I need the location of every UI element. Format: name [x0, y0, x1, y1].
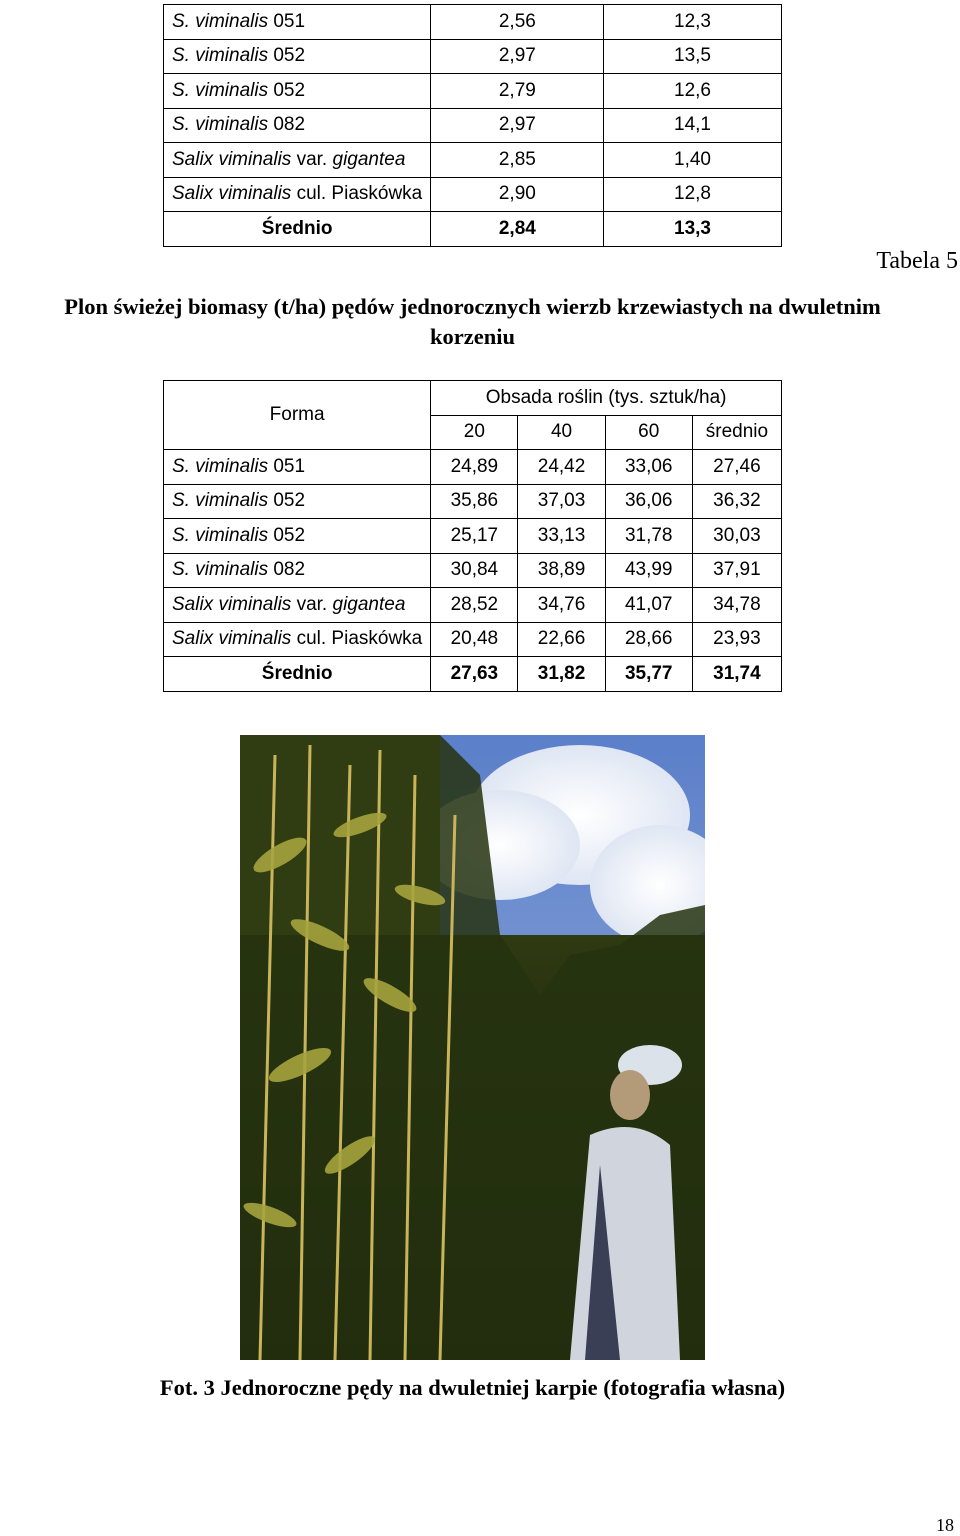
value-cell: 36,32	[692, 484, 781, 519]
table-row	[164, 39, 782, 74]
species-cell: S. viminalis 052	[164, 519, 431, 554]
species-cell: Salix viminalis var. gigantea	[164, 588, 431, 623]
value-cell: 37,03	[518, 484, 605, 519]
value-cell: 13,5	[604, 39, 782, 74]
value-cell: 12,6	[604, 74, 782, 109]
value-cell: 30,03	[692, 519, 781, 554]
value-cell: 20,48	[431, 622, 518, 657]
biomass-table	[163, 380, 782, 692]
average-value: 2,84	[431, 212, 604, 247]
average-value: 13,3	[604, 212, 782, 247]
willow-photo	[240, 735, 705, 1360]
subheader-20: 20	[431, 415, 518, 450]
value-cell: 2,97	[431, 39, 604, 74]
photo-caption: Fot. 3 Jednoroczne pędy na dwuletniej karpie (fotografia własna)	[159, 1375, 786, 1400]
value-cell: 22,66	[518, 622, 605, 657]
table-row	[164, 484, 782, 519]
value-cell: 28,66	[605, 622, 692, 657]
table-row	[164, 108, 782, 143]
value-cell: 2,85	[431, 143, 604, 178]
table-row	[164, 74, 782, 109]
value-cell: 43,99	[605, 553, 692, 588]
average-row	[164, 212, 782, 247]
value-cell: 28,52	[431, 588, 518, 623]
value-cell: 2,90	[431, 177, 604, 212]
average-value: 35,77	[605, 657, 692, 692]
table-row	[164, 5, 782, 40]
table-title-line-1: Plon świeżej biomasy (t/ha) pędów jednorocznych wierzb krzewiastych na dwuletnim	[64, 294, 881, 319]
table-row	[164, 143, 782, 178]
table-title-line-2: korzeniu	[429, 324, 515, 349]
species-cell: Salix viminalis cul. Piaskówka	[164, 177, 431, 212]
value-cell: 30,84	[431, 553, 518, 588]
subheader-average: średnio	[692, 415, 781, 450]
top-data-table	[163, 4, 782, 247]
value-cell: 34,78	[692, 588, 781, 623]
subheader-40: 40	[518, 415, 605, 450]
header-row	[164, 381, 782, 416]
subheader-60: 60	[605, 415, 692, 450]
species-cell: S. viminalis 051	[164, 450, 431, 485]
table-title	[0, 292, 945, 352]
value-cell: 38,89	[518, 553, 605, 588]
header-forma: Forma	[164, 381, 431, 450]
value-cell: 35,86	[431, 484, 518, 519]
average-value: 31,82	[518, 657, 605, 692]
value-cell: 1,40	[604, 143, 782, 178]
average-row	[164, 657, 782, 692]
average-value: 31,74	[692, 657, 781, 692]
table-row	[164, 519, 782, 554]
value-cell: 36,06	[605, 484, 692, 519]
value-cell: 37,91	[692, 553, 781, 588]
value-cell: 31,78	[605, 519, 692, 554]
table-row	[164, 450, 782, 485]
table-row	[164, 622, 782, 657]
table-number: Tabela 5	[876, 248, 958, 274]
value-cell: 12,8	[604, 177, 782, 212]
value-cell: 12,3	[604, 5, 782, 40]
value-cell: 24,42	[518, 450, 605, 485]
header-density-group: Obsada roślin (tys. sztuk/ha)	[431, 381, 782, 416]
value-cell: 24,89	[431, 450, 518, 485]
value-cell: 25,17	[431, 519, 518, 554]
species-cell: S. viminalis 082	[164, 553, 431, 588]
value-cell: 27,46	[692, 450, 781, 485]
table-row	[164, 588, 782, 623]
average-value: 27,63	[431, 657, 518, 692]
species-cell: Salix viminalis var. gigantea	[164, 143, 431, 178]
average-label: Średnio	[164, 657, 431, 692]
value-cell: 33,13	[518, 519, 605, 554]
species-cell: S. viminalis 052	[164, 39, 431, 74]
value-cell: 2,97	[431, 108, 604, 143]
species-cell: S. viminalis 052	[164, 74, 431, 109]
value-cell: 2,79	[431, 74, 604, 109]
species-cell: S. viminalis 082	[164, 108, 431, 143]
page-number: 18	[936, 1515, 954, 1535]
species-cell: Salix viminalis cul. Piaskówka	[164, 622, 431, 657]
table-row	[164, 553, 782, 588]
value-cell: 34,76	[518, 588, 605, 623]
value-cell: 2,56	[431, 5, 604, 40]
value-cell: 14,1	[604, 108, 782, 143]
species-cell: S. viminalis 052	[164, 484, 431, 519]
value-cell: 23,93	[692, 622, 781, 657]
average-label: Średnio	[164, 212, 431, 247]
species-cell: S. viminalis 051	[164, 5, 431, 40]
value-cell: 33,06	[605, 450, 692, 485]
table-row	[164, 177, 782, 212]
value-cell: 41,07	[605, 588, 692, 623]
